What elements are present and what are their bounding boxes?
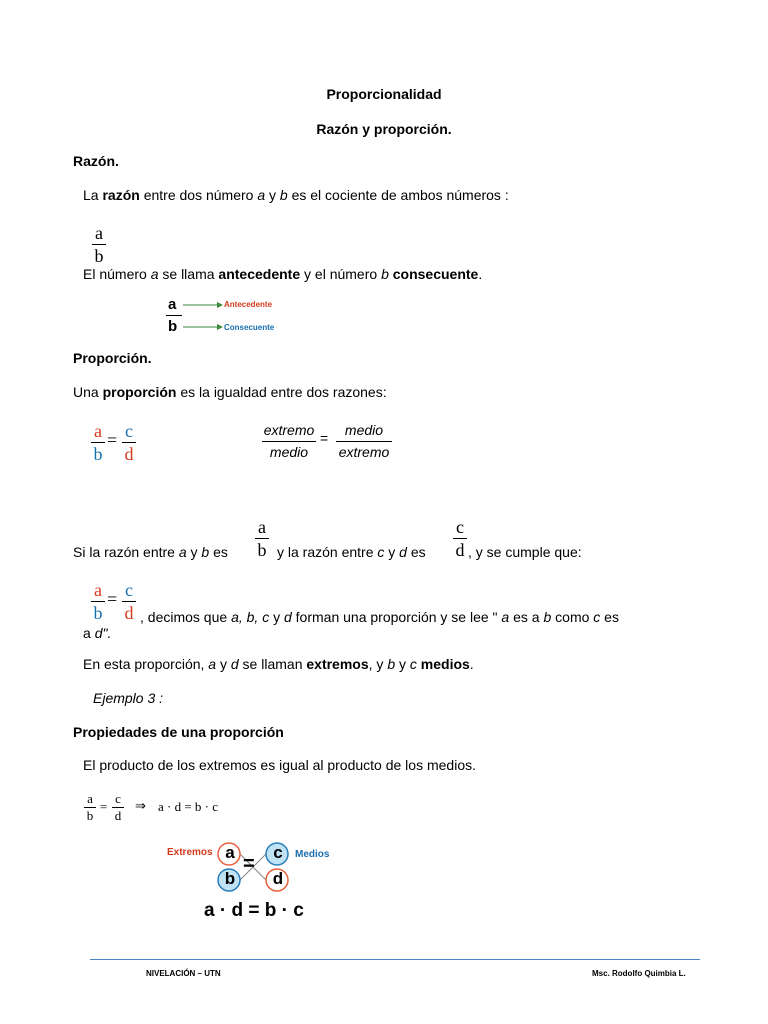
em-extremo: extremo: [263, 422, 315, 438]
arrow-icons: [183, 300, 223, 332]
footer-divider: [90, 959, 700, 960]
eq-fraction-cd: c d: [122, 421, 136, 464]
proporcion-definition: Una proporción es la igualdad entre dos razones:: [73, 384, 387, 400]
label-medios: Medios: [295, 849, 330, 860]
si-razon-text-3: , y se cumple que:: [468, 544, 582, 560]
label-extremos: Extremos: [167, 847, 213, 858]
small-fraction-ab: a b: [84, 792, 96, 823]
propiedades-text: El producto de los extremos es igual al producto de los medios.: [83, 757, 476, 773]
extremos-medios-text: En esta proporción, a y d se llaman extremos, y b y c medios.: [83, 656, 474, 672]
circle-eq-sign: =: [243, 853, 255, 875]
ejemplo-label: Ejemplo 3 :: [93, 690, 164, 706]
razon-definition: La razón entre dos número a y b es el cociente de ambos números :: [83, 187, 509, 203]
eq-fraction-ab: a b: [91, 421, 105, 464]
big-product-formula: a · d = b · c: [204, 900, 304, 921]
decimos-text: , decimos que a, b, c y d forman una proporción y se lee " a es a b como c es: [140, 609, 619, 625]
diagram-fraction-bar: [166, 315, 182, 316]
si-razon-text-1: Si la razón entre a y b es: [73, 544, 228, 560]
si-fraction-ab: a b: [255, 517, 269, 560]
page-title: Proporcionalidad: [326, 86, 442, 102]
diagram-a: a: [168, 296, 177, 313]
implies-icon: ⇒: [135, 798, 146, 813]
em-eq-sign: =: [320, 430, 329, 446]
si-fraction-cd: c d: [453, 517, 467, 560]
label-antecedente: Antecedente: [224, 300, 273, 309]
razon-antecedente-text: El número a se llama antecedente y el número b consecuente.: [83, 266, 483, 282]
dec-eq-sign: =: [107, 589, 118, 609]
label-consecuente: Consecuente: [224, 323, 275, 332]
em-bar-right: [336, 441, 392, 442]
si-razon-text-2: y la razón entre c y d es: [277, 544, 426, 560]
dec-fraction-cd: c d: [122, 580, 136, 623]
em-medio: medio: [269, 444, 309, 460]
dec-fraction-ab: a b: [91, 580, 105, 623]
em-extremo-2: extremo: [338, 444, 390, 460]
footer-right: Msc. Rodolfo Quimbia L.: [592, 969, 686, 978]
em-medio-2: medio: [344, 422, 384, 438]
eq-sign: =: [107, 430, 118, 450]
section-heading-razon: Razón.: [73, 153, 119, 169]
circle-c: c: [273, 843, 283, 862]
razon-fraction: a b: [92, 223, 106, 266]
circle-a: a: [225, 843, 235, 862]
circle-b: b: [224, 869, 236, 888]
section-heading-propiedades: Propiedades de una proporción: [73, 724, 284, 740]
small-fraction-cd: c d: [112, 792, 124, 823]
footer-left: NIVELACIÓN – UTN: [146, 969, 221, 978]
decimos-text-line2: a d".: [83, 625, 112, 641]
small-eq-sign: =: [100, 799, 108, 814]
circle-d: d: [272, 869, 284, 888]
em-bar-left: [262, 441, 316, 442]
page-subtitle: Razón y proporción.: [316, 121, 452, 137]
diagram-b: b: [168, 318, 178, 335]
small-product: a · d = b · c: [158, 799, 219, 814]
section-heading-proporcion: Proporción.: [73, 350, 152, 366]
